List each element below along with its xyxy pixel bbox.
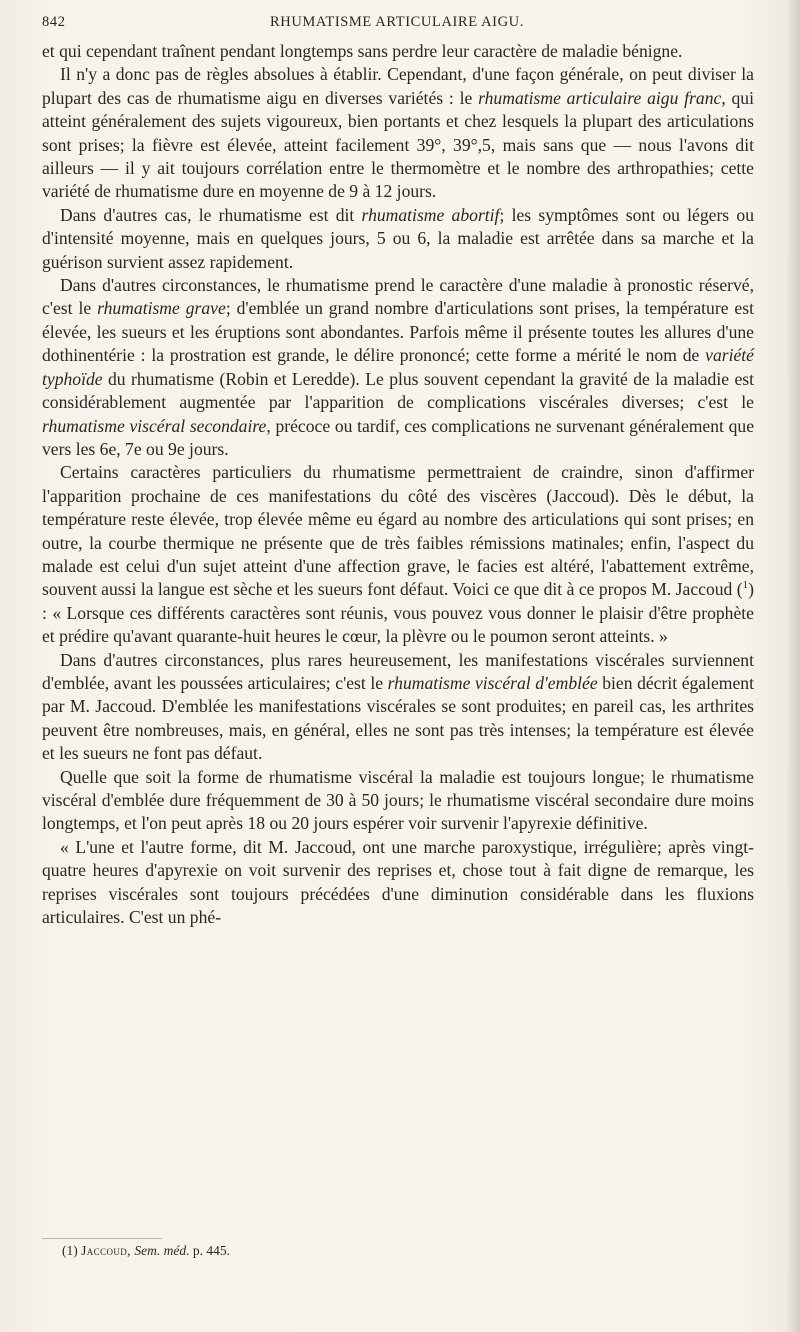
text-run: ) : « Lorsque ces différents caractères sont réunis, vous pouvez vous donner le plaisir d'être prophète et prédire qu'avant quarante-huit heures le cœur, la plèvre ou le poumon seront atteints. » xyxy=(42,579,754,647)
footnote-page: p. 445. xyxy=(192,1243,230,1258)
paragraph xyxy=(42,461,754,648)
italic-term: rhumatisme grave xyxy=(97,298,226,319)
italic-term: rhumatisme articulaire aigu franc xyxy=(478,87,722,108)
page-header xyxy=(42,14,752,34)
running-title: RHUMATISME ARTICULAIRE AIGU. xyxy=(270,14,524,30)
text-run: Dans d'autres circonstances, plus rares heureusement, les manifestations viscérales surviennent d'emblée, avant les poussées articulaires; c'est le xyxy=(42,649,754,693)
text-run: « L'une et l'autre forme, dit M. Jaccoud, ont une marche paroxystique, irrégulière; après vingt-quatre heures d'apyrexie on voit survenir des reprises et, chose tout à fait digne de remarque, les reprises viscérales sont toujours précédées d'une diminution considérable dans les fluxions articulaires. C'est un phé- xyxy=(42,836,754,928)
text-run: bien décrit également par M. Jaccoud. D'emblée les manifestations viscérales se sont produites; en pareil cas, les arthrites peuvent être nombreuses, mais, en général, elles ne sont pas très intenses; la température est élevée et les sueurs ne font pas défaut. xyxy=(42,672,754,764)
page-number: 842 xyxy=(42,14,66,30)
text-run: , précoce ou tardif, ces complications ne survenant généralement que vers les 6e, 7e ou 9e jours. xyxy=(42,415,755,459)
paragraph xyxy=(42,40,754,63)
text-run: , qui atteint généralement des sujets vigoureux, bien portants et chez lesquels la plupart des articulations sont prises; la fièvre est élevée, atteint facilement 39°, 39°,5, mais sans que — nous l'avons dit ailleurs — il y ait toujours corrélation entre le thermomètre et le nombre des arthropathies; cette variété de rhumatisme dure en moyenne de 9 à 12 jours. xyxy=(42,87,754,202)
text-run: Dans d'autres circonstances, le rhumatisme prend le caractère d'une maladie à pronostic réservé, c'est le xyxy=(42,275,754,319)
italic-term: rhumatisme abortif xyxy=(361,204,500,225)
text-run: Quelle que soit la forme de rhumatisme viscéral la maladie est toujours longue; le rhumatisme viscéral d'emblée dure fréquemment de 30 à 50 jours; le rhumatisme viscéral secondaire dure moins longtemps, et l'on peut après 18 ou 20 jours espérer voir survenir l'apyrexie définitive. xyxy=(42,766,754,834)
footnote xyxy=(62,1242,752,1260)
paragraph xyxy=(42,274,754,461)
italic-term: variété typhoïde xyxy=(42,345,754,389)
text-run: du rhumatisme (Robin et Leredde). Le plus souvent cependant la gravité de la maladie est considérablement augmentée par l'apparition de complications viscérales diverses; c'est le xyxy=(42,368,754,413)
paragraph xyxy=(42,836,754,930)
footnote-marker: (1) xyxy=(62,1243,78,1258)
body-text xyxy=(42,40,754,929)
italic-term: rhumatisme viscéral d'emblée xyxy=(387,672,598,693)
text-run: ; d'emblée un grand nombre d'articulations sont prises, la température est élevée, les sueurs et les éruptions sont abondantes. Parfois même il présente toutes les allures d'une dothinentérie : la prostration est grande, le délire prononcé; cette forme a mérité le nom de xyxy=(42,298,754,366)
paragraph xyxy=(42,649,754,766)
footnote-source: Sem. méd. xyxy=(134,1243,190,1258)
text-run: Certains caractères particuliers du rhumatisme permettraient de craindre, sinon d'affirmer l'apparition prochaine de ces manifestations du côté des viscères (Jaccoud). Dès le début, la température reste élevée, trop élevée même eu égard au nombre des articulations qui sont prises; en outre, la courbe thermique ne présente que de très faibles rémissions matinales; enfin, l'aspect du malade est celui d'un sujet atteint d'une affection grave, le facies est altéré, l'abattement extrême, souvent aussi la langue est sèche et les sueurs font défaut. Voici ce que dit à ce propos M. Jaccoud ( xyxy=(42,462,754,600)
text-run: ; les symptômes sont ou légers ou d'intensité moyenne, mais en quelques jours, 5 ou 6, la maladie est arrêtée dans sa marche et la guérison survient assez rapidement. xyxy=(42,204,754,272)
footnote-author: Jaccoud, xyxy=(81,1243,131,1258)
italic-term: rhumatisme viscéral secondaire xyxy=(42,415,267,436)
paragraph xyxy=(42,204,754,274)
footnote-ref: 1 xyxy=(742,579,749,592)
text-run: et qui cependant traînent pendant longtemps sans perdre leur caractère de maladie bénigne. xyxy=(42,41,683,61)
text-run: Il n'y a donc pas de règles absolues à établir. Cependant, d'une façon générale, on peut diviser la plupart des cas de rhumatisme aigu en diverses variétés : le xyxy=(42,64,754,108)
paragraph xyxy=(42,766,754,836)
paragraph xyxy=(42,63,754,203)
page-edge-shadow xyxy=(786,0,800,1332)
text-run: Dans d'autres cas, le rhumatisme est dit xyxy=(60,204,362,225)
footnote-rule xyxy=(42,1238,162,1239)
